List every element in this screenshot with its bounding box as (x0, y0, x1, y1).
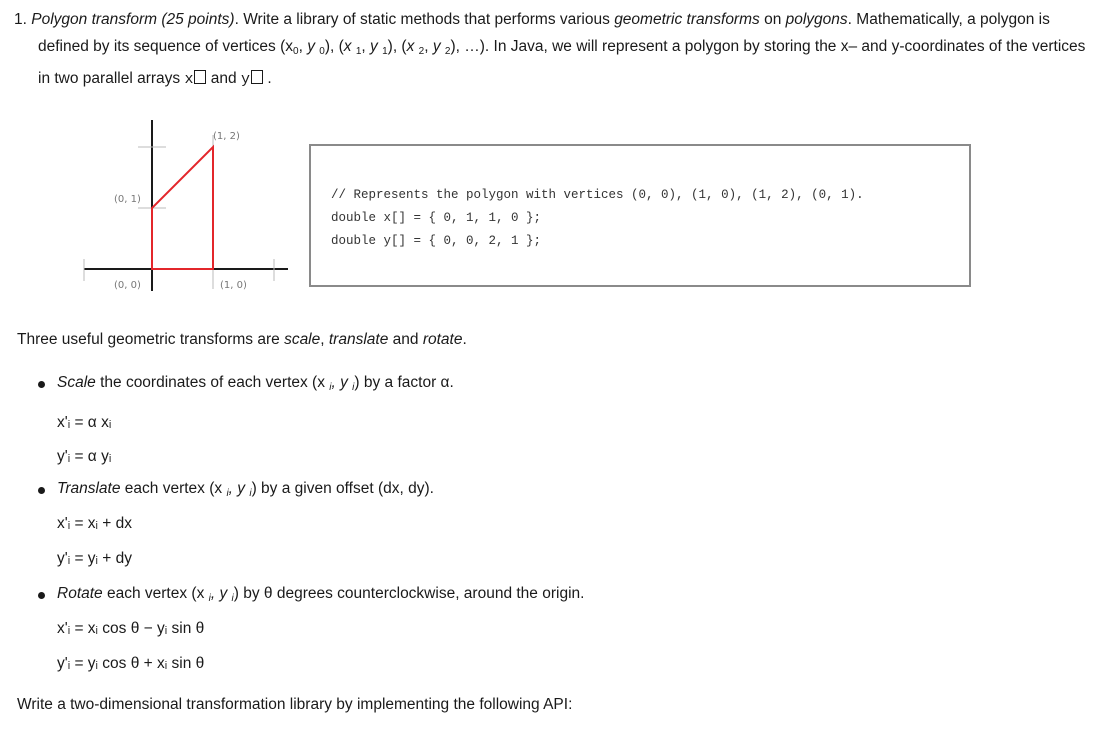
rotate-eq-y: y'ᵢ = yᵢ cos θ + xᵢ sin θ (57, 655, 205, 672)
bullet-rotate: Rotate each vertex (x $_i$, y $_i$) by θ degrees counterclockwise, around the origin. (38, 585, 584, 604)
code-example-box (309, 144, 971, 287)
bullet-translate: Translate each vertex (x $_i$, y $_i$) by a given offset (dx, dy). (38, 480, 434, 499)
code-line-x: double x[] = { 0, 1, 1, 0 }; (331, 211, 542, 225)
scale-eq-x: x'ᵢ = α xᵢ (57, 414, 112, 431)
problem-intro (14, 6, 1104, 93)
vertex-label-0-0: (0, 0) (114, 280, 141, 291)
vertex-label-0-1: (0, 1) (114, 194, 141, 205)
code-line-y: double y[] = { 0, 0, 2, 1 }; (331, 234, 542, 248)
intro-line-3: in two parallel arrays x and y . (38, 70, 272, 88)
translate-eq-x: x'ᵢ = xᵢ + dx (57, 515, 133, 532)
intro-line-1: 1. Polygon transform (25 points). Write a library of static methods that performs various geometric transforms on polygons. Mathematically, a polygon is (14, 11, 1050, 28)
api-instruction: Write a two-dimensional transformation library by implementing the following API: (17, 696, 573, 713)
bullet-icon (38, 487, 45, 494)
rotate-eq-x: x'ᵢ = xᵢ cos θ − yᵢ sin θ (57, 620, 205, 637)
bullet-icon (38, 592, 45, 599)
translate-eq-y: y'ᵢ = yᵢ + dy (57, 550, 133, 567)
vertex-label-1-2: (1, 2) (213, 131, 240, 142)
scale-eq-y: y'ᵢ = α yᵢ (57, 448, 112, 465)
array-bracket-icon (251, 70, 263, 84)
code-example (331, 184, 864, 253)
transforms-intro: Three useful geometric transforms are scale, translate and rotate. (17, 331, 467, 348)
bullet-scale: Scale the coordinates of each vertex (x $_i$, y $_i$) by a factor α. (38, 374, 454, 393)
polygon-figure (82, 115, 292, 295)
intro-line-2: defined by its sequence of vertices ($x_0$, y $_0$), (x $_1$, y $_1$), (x $_2$, y $_2$), …). In Java, we will represent a polygon by storing the x– and y-coordinates of the vertices (38, 38, 1086, 57)
array-bracket-icon (194, 70, 206, 84)
bullet-icon (38, 381, 45, 388)
code-comment: // Represents the polygon with vertices (0, 0), (1, 0), (1, 2), (0, 1). (331, 188, 864, 202)
vertex-label-1-0: (1, 0) (220, 280, 247, 291)
problem-title: Polygon transform (25 points) (31, 11, 235, 28)
